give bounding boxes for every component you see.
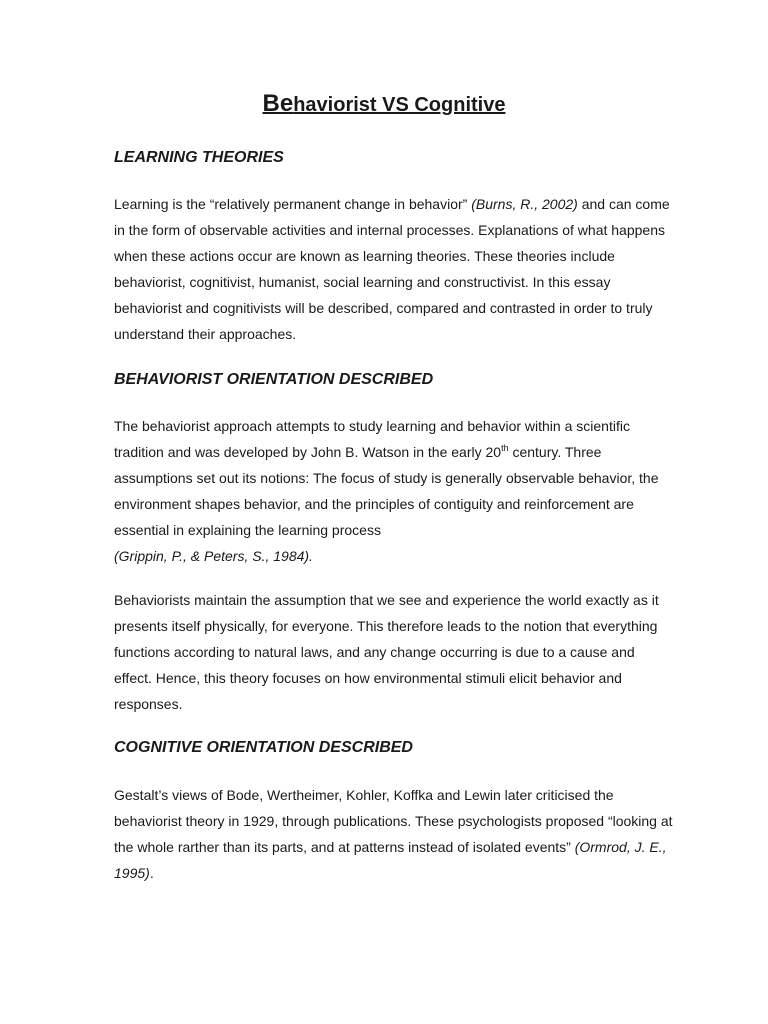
heading-learning-theories: LEARNING THEORIES [114, 149, 284, 166]
heading-behaviorist-orientation: BEHAVIORIST ORIENTATION DESCRIBED [114, 371, 434, 388]
behaviorist-text-a: The behaviorist approach attempts to study learning and behavior within a scientific tradition and was developed by John B. Watson in the early 20 [114, 418, 630, 460]
paragraph-behaviorist-2: Behaviorists maintain the assumption that we see and experience the world exactly as it presents itself physically, for everyone. This therefore leads to the notion that everything functions according to natural laws, and any change occurring is due to a cause and effect. Hence, this theory focuses on how environmental stimuli elicit behavior and responses. [114, 592, 659, 712]
learning-text-a: Learning is the “relatively permanent change in behavior” [114, 196, 468, 212]
learning-text-b: and can come in the form of observable activities and internal processes. Explanations of what happens when these actions occur are known as learning theories. These theories include behaviorist, cognitivist, humanist, social learning and constructivist. In this essay behaviorist and cognitivists will be described, compared and contrasted in order to truly understand their approaches. [114, 196, 670, 342]
citation-grippin: (Grippin, P., & Peters, S., 1984). [114, 548, 313, 564]
title-first-letters: Be [262, 90, 294, 117]
paragraph-cognitive-1 [114, 782, 674, 886]
superscript-th: th [501, 443, 509, 453]
cognitive-text-a: Gestalt’s views of Bode, Wertheimer, Kohler, Koffka and Lewin later criticised the behaviorist theory in 1929, through publications. These psychologists proposed “looking at the whole rarther than its parts, and at patterns instead of isolated events” [114, 787, 673, 855]
document-title [0, 90, 768, 119]
paragraph-learning-theories [114, 191, 674, 347]
behaviorist-text-b: century. Three assumptions set out its notions: The focus of study is generally observable behavior, the environment shapes behavior, and the principles of contiguity and reinforcement are essential in explaining the learning process [114, 444, 659, 538]
title-rest: haviorist VS Cognitive [293, 94, 506, 116]
heading-cognitive-orientation: COGNITIVE ORIENTATION DESCRIBED [114, 739, 413, 756]
cognitive-end: . [149, 865, 154, 881]
citation-ormrod: (Ormrod, J. E., 1995) [114, 839, 667, 881]
paragraph-behaviorist-1 [114, 413, 674, 569]
citation-burns: (Burns, R., 2002) [471, 196, 578, 212]
